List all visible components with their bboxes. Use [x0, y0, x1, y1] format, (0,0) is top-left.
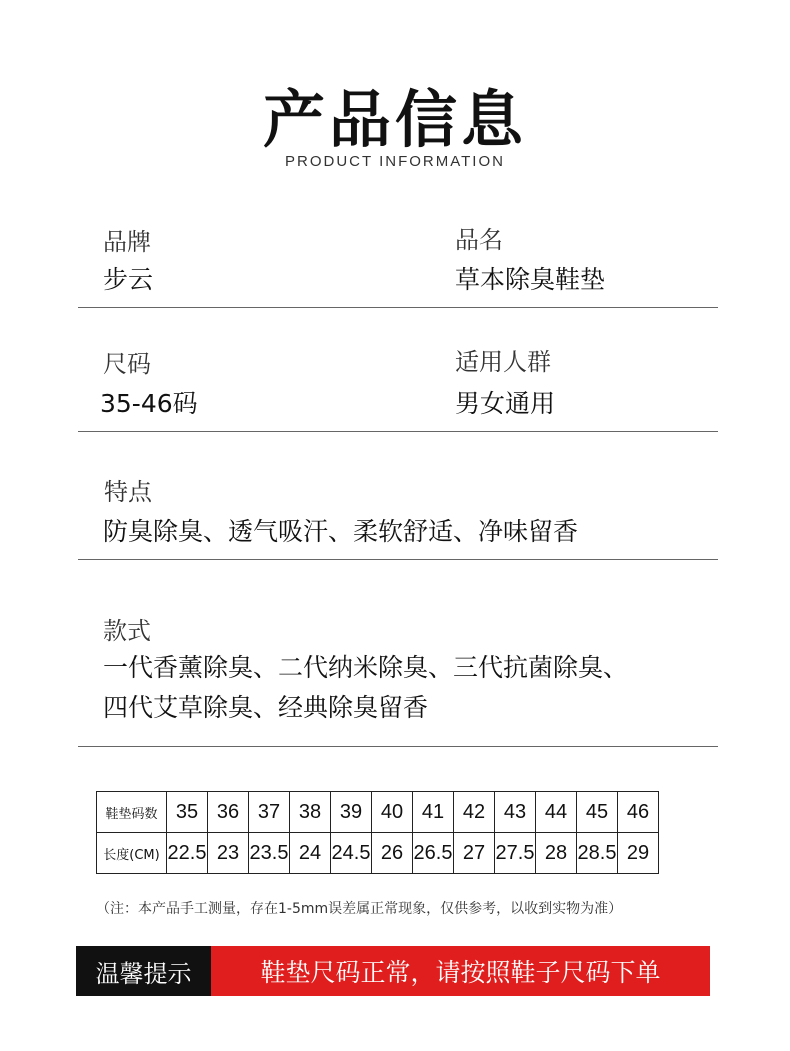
length-cell: 22.5	[167, 833, 208, 874]
size-label: 尺码	[103, 350, 151, 378]
length-cell: 26	[372, 833, 413, 874]
length-header-cell: 长度(CM)	[97, 833, 167, 874]
product-name-value: 草本除臭鞋垫	[455, 265, 606, 294]
length-cell: 26.5	[413, 833, 454, 874]
size-cell: 42	[454, 792, 495, 833]
size-table-row-length	[97, 833, 659, 874]
size-cell: 38	[290, 792, 331, 833]
styles-line-1: 一代香薰除臭、二代纳米除臭、三代抗菌除臭、	[103, 653, 629, 682]
length-cell: 23	[208, 833, 249, 874]
tip-label: 温馨提示	[76, 946, 211, 996]
measurement-note: （注：本产品手工测量，存在1-5mm误差属正常现象，仅供参考，以收到实物为准）	[96, 901, 623, 917]
size-value: 35-46码	[100, 389, 198, 418]
size-cell: 39	[331, 792, 372, 833]
size-cell: 43	[495, 792, 536, 833]
size-cell: 44	[536, 792, 577, 833]
size-table-row-size	[97, 792, 659, 833]
size-cell: 46	[618, 792, 659, 833]
page-title: 产品信息	[262, 83, 527, 156]
styles-value	[103, 648, 628, 728]
brand-label: 品牌	[103, 228, 151, 256]
size-cell: 35	[167, 792, 208, 833]
product-name-label: 品名	[455, 226, 503, 254]
brand-value: 步云	[103, 265, 154, 294]
info-row-features	[78, 432, 718, 560]
length-cell: 24.5	[331, 833, 372, 874]
tip-message: 鞋垫尺码正常，请按照鞋子尺码下单	[211, 946, 710, 996]
page-subtitle: PRODUCT INFORMATION	[285, 153, 505, 170]
size-cell: 36	[208, 792, 249, 833]
audience-label: 适用人群	[455, 348, 551, 376]
length-cell: 27	[454, 833, 495, 874]
audience-value: 男女通用	[455, 389, 556, 418]
length-cell: 27.5	[495, 833, 536, 874]
length-cell: 24	[290, 833, 331, 874]
info-row-size	[78, 308, 718, 432]
size-header-cell: 鞋垫码数	[97, 792, 167, 833]
size-cell: 37	[249, 792, 290, 833]
features-value: 防臭除臭、透气吸汗、柔软舒适、净味留香	[103, 517, 579, 546]
size-cell: 41	[413, 792, 454, 833]
length-cell: 23.5	[249, 833, 290, 874]
size-cell: 45	[577, 792, 618, 833]
features-label: 特点	[104, 478, 152, 506]
length-cell: 29	[618, 833, 659, 874]
info-row-brand	[78, 200, 718, 308]
info-row-styles	[78, 560, 718, 747]
length-cell: 28.5	[577, 833, 618, 874]
size-table	[96, 791, 659, 874]
length-cell: 28	[536, 833, 577, 874]
styles-label: 款式	[103, 617, 151, 645]
styles-line-2: 四代艾草除臭、经典除臭留香	[103, 693, 429, 722]
size-cell: 40	[372, 792, 413, 833]
